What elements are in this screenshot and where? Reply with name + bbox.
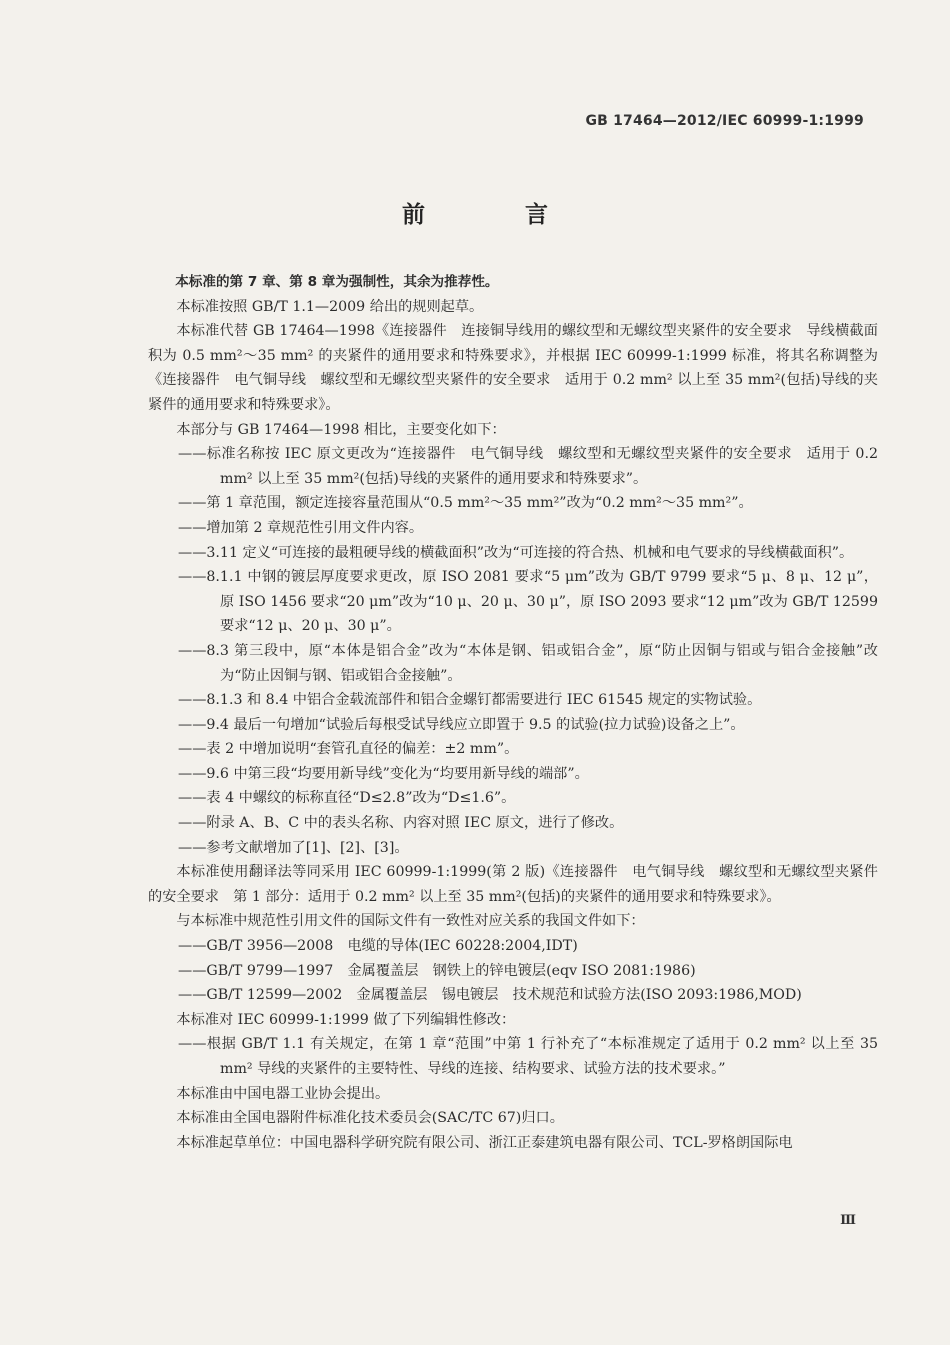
paragraph: 本标准代替 GB 17464—1998《连接器件 连接铜导线用的螺纹型和无螺纹型夹紧件的安全要求 导线横截面积为 0.5 mm²～35 mm² 的夹紧件的通用要求和特殊要求》，并根据 IEC 60999-1:1999 标准，将其名称调整为《连接器件 电气铜导线 螺纹型和无螺纹型夹紧件的安全要求 适用于 0.2 mm² 以上至 35 mm²(包括)导线的夹紧件的通用要求和特殊要求》。	[148, 323, 878, 413]
page-number: Ⅲ	[840, 1213, 856, 1228]
list-item: ——GB/T 12599—2002 金属覆盖层 锡电镀层 技术规范和试验方法(ISO 2093:1986,MOD)	[178, 987, 802, 1004]
list-item: ——8.1.3 和 8.4 中铝合金载流部件和铝合金螺钉都需要进行 IEC 61545 规定的实物试验。	[178, 692, 762, 709]
list-item: ——标准名称按 IEC 原文更改为“连接器件 电气铜导线 螺纹型和无螺纹型夹紧件的安全要求 适用于 0.2 mm² 以上至 35 mm²(包括)导线的夹紧件的通用要求和特殊要求”。	[178, 446, 878, 487]
list-item: ——第 1 章范围，额定连接容量范围从“0.5 mm²～35 mm²”改为“0.2 mm²～35 mm²”。	[178, 495, 753, 512]
paragraph: 本标准起草单位：中国电器科学研究院有限公司、浙江正泰建筑电器有限公司、TCL-罗格朗国际电	[176, 1134, 793, 1151]
paragraph: 本标准按照 GB/T 1.1—2009 给出的规则起草。	[176, 298, 484, 315]
paragraph: 本部分与 GB 17464—1998 相比，主要变化如下：	[176, 421, 506, 438]
list-item: ——根据 GB/T 1.1 有关规定，在第 1 章“范围”中第 1 行补充了“本标准规定了适用于 0.2 mm² 以上至 35 mm² 导线的夹紧件的主要特性、导线的连接、结构要求、试验方法的技术要求。”	[178, 1036, 878, 1077]
standard-code-header: GB 17464—2012/IEC 60999-1:1999	[585, 113, 864, 129]
list-item: ——8.3 第三段中，原“本体是铝合金”改为“本体是钢、铝或铝合金”，原“防止因铜与铝或与铝合金接触”改为“防止因铜与钢、铝或铝合金接触”。	[178, 642, 878, 684]
list-item: ——增加第 2 章规范性引用文件内容。	[178, 519, 424, 536]
list-item: ——GB/T 3956—2008 电缆的导体(IEC 60228:2004,IDT)	[178, 938, 578, 955]
list-item: ——9.4 最后一句增加“试验后每根受试导线应立即置于 9.5 的试验(拉力试验)设备之上”。	[178, 716, 745, 733]
list-item: ——参考文献增加了[1]、[2]、[3]。	[178, 839, 409, 856]
document-body	[148, 270, 878, 1155]
list-item: ——3.11 定义“可连接的最粗硬导线的横截面积”改为“可连接的符合热、机械和电气要求的导线横截面积”。	[178, 544, 854, 561]
list-item: ——GB/T 9799—1997 金属覆盖层 钢铁上的锌电镀层(eqv ISO 2081:1986)	[178, 962, 696, 979]
paragraph: 与本标准中规范性引用文件的国际文件有一致性对应关系的我国文件如下：	[176, 913, 645, 930]
list-item: ——9.6 中第三段“均要用新导线”变化为“均要用新导线的端部”。	[178, 765, 589, 782]
page-title: 前 言	[401, 202, 594, 228]
list-item: ——附录 A、B、C 中的表头名称、内容对照 IEC 原文，进行了修改。	[178, 815, 624, 832]
paragraph: 本标准使用翻译法等同采用 IEC 60999-1:1999(第 2 版)《连接器件 电气铜导线 螺纹型和无螺纹型夹紧件的安全要求 第 1 部分：适用于 0.2 mm² 以上至 35 mm²(包括)的夹紧件的通用要求和特殊要求》。	[148, 864, 878, 905]
paragraph: 本标准由中国电器工业协会提出。	[176, 1085, 390, 1102]
list-item: ——表 4 中螺纹的标称直径“D≤2.8”改为“D≤1.6”。	[178, 790, 516, 807]
paragraph: 本标准对 IEC 60999-1:1999 做了下列编辑性修改：	[176, 1011, 516, 1028]
list-item: ——表 2 中增加说明“套管孔直径的偏差：±2 mm”。	[178, 741, 519, 758]
paragraph: 本标准的第 7 章、第 8 章为强制性，其余为推荐性。	[175, 274, 499, 290]
list-item: ——8.1.1 中钢的镀层厚度要求更改，原 ISO 2081 要求“5 μm”改为 GB/T 9799 要求“5 μ、8 μ、12 μ”，原 ISO 1456 要求“20 μm”改为“10 μ、20 μ、30 μ”，原 ISO 2093 要求“12 μm”改为 GB/T 12599 要求“12 μ、20 μ、30 μ”。	[178, 569, 878, 635]
paragraph: 本标准由全国电器附件标准化技术委员会(SAC/TC 67)归口。	[176, 1110, 564, 1127]
